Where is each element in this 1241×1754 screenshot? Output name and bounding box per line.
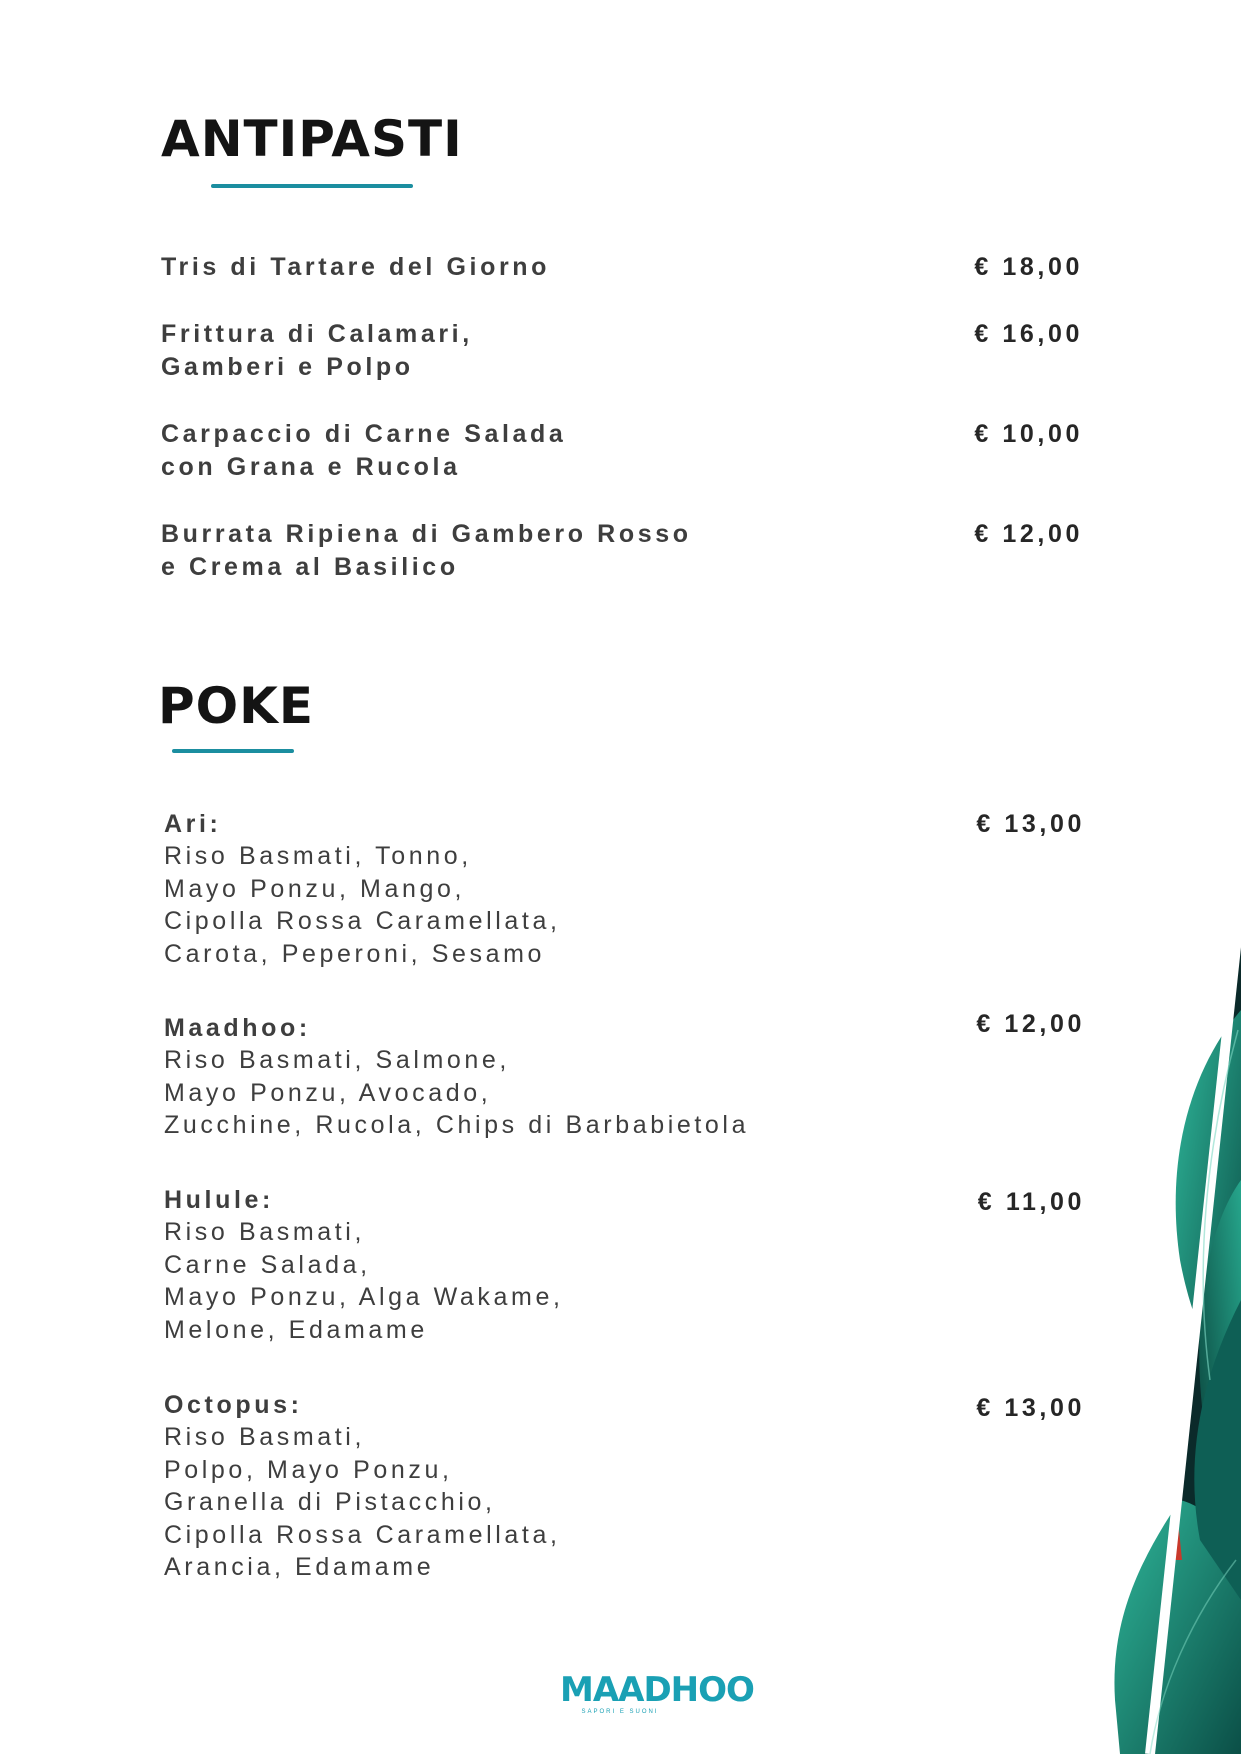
- section-underline-antipasti: [211, 184, 413, 188]
- item-name: Burrata Ripiena di Gambero Rosso e Crema al Basilico: [161, 520, 692, 581]
- item-price: € 10,00: [974, 420, 1083, 448]
- item-ingredient: Cipolla Rossa Caramellata,: [164, 907, 561, 935]
- item-ingredient: Zucchine, Rucola, Chips di Barbabietola: [164, 1111, 750, 1139]
- logo-wordmark: MAADHOO: [560, 1670, 754, 1710]
- item-ingredient: Polpo, Mayo Ponzu,: [164, 1455, 453, 1484]
- section-title-antipasti: ANTIPASTI: [161, 110, 463, 168]
- item-ingredient: Granella di Pistacchio,: [164, 1488, 496, 1516]
- item-ingredient: Mayo Ponzu, Avocado,: [164, 1078, 492, 1107]
- item-ingredient: Riso Basmati, Salmone,: [164, 1046, 510, 1074]
- item-name: Frittura di Calamari, Gamberi e Polpo: [161, 320, 473, 381]
- item-price: € 11,00: [977, 1188, 1085, 1216]
- item-name: Octopus:: [164, 1391, 303, 1419]
- item-price: € 12,00: [976, 1010, 1085, 1038]
- item-name: Carpaccio di Carne Salada con Grana e Rucola: [161, 420, 567, 481]
- item-ingredient: Melone, Edamame: [164, 1315, 428, 1344]
- item-name: Hulule:: [164, 1186, 274, 1214]
- logo-tagline: SAPORI E SUONI: [581, 1709, 659, 1715]
- item-price: € 13,00: [976, 810, 1085, 838]
- item-name: Tris di Tartare del Giorno: [161, 253, 551, 281]
- item-ingredient: Mayo Ponzu, Alga Wakame,: [164, 1283, 564, 1311]
- item-price: € 16,00: [974, 320, 1083, 348]
- section-underline-poke: [172, 749, 294, 753]
- item-ingredient: Arancia, Edamame: [164, 1553, 435, 1581]
- item-ingredient: Mayo Ponzu, Mango,: [164, 874, 466, 903]
- item-price: € 18,00: [974, 253, 1083, 281]
- maadhoo-logo: [560, 1670, 754, 1716]
- item-name: Maadhoo:: [164, 1014, 311, 1042]
- item-price: € 13,00: [976, 1394, 1085, 1422]
- item-ingredient: Cipolla Rossa Caramellata,: [164, 1520, 561, 1549]
- item-name: Ari:: [164, 810, 222, 838]
- section-title-poke: POKE: [158, 677, 315, 735]
- item-ingredient: Carota, Peperoni, Sesamo: [164, 939, 546, 968]
- item-ingredient: Riso Basmati, Tonno,: [164, 842, 472, 870]
- item-ingredient: Riso Basmati,: [164, 1218, 366, 1246]
- item-price: € 12,00: [974, 520, 1083, 548]
- item-ingredient: Carne Salada,: [164, 1250, 371, 1279]
- item-ingredient: Riso Basmati,: [164, 1423, 366, 1451]
